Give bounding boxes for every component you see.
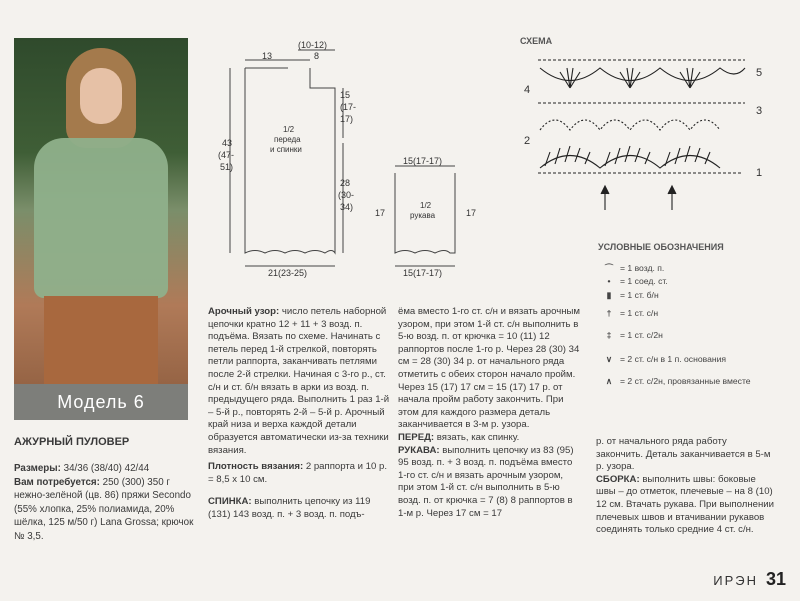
body-right-upper-3: 17) bbox=[340, 114, 354, 124]
legend-text: = 2 ст. с/н в 1 п. основания bbox=[620, 354, 727, 364]
sleeves-text: выполнить цепочку из 83 (95) 95 возд. п. + 3 возд. п. подъёма вместо 1-го ст. с/н и вязать арочным узором, при этом 1-й ст. с/н выполнить в 5-ю возд. п. от крючка = 7 (8) 8 раппортов в 1-м р. Через 17 см = 17 bbox=[398, 444, 574, 519]
text-column-1 bbox=[208, 306, 390, 522]
legend-item bbox=[598, 354, 726, 365]
legend-item bbox=[598, 290, 659, 301]
legend-title: УСЛОВНЫЕ ОБОЗНАЧЕНИЯ bbox=[598, 242, 724, 252]
schema-row-1: 1 bbox=[756, 167, 763, 179]
legend-symbol: ∨ bbox=[605, 354, 613, 364]
legend-item bbox=[598, 262, 664, 274]
sleeves-label: РУКАВА: bbox=[398, 444, 440, 456]
crochet-schema bbox=[520, 48, 770, 218]
body-label-2: переда bbox=[274, 135, 301, 144]
body-top-total: (10-12) bbox=[298, 40, 328, 50]
legend-item bbox=[598, 276, 668, 286]
back-paragraph bbox=[208, 496, 390, 521]
text-column-2 bbox=[398, 306, 580, 520]
body-right-b: (30- bbox=[338, 190, 355, 200]
legend-item bbox=[598, 308, 658, 318]
model-label: Модель 6 bbox=[57, 392, 145, 412]
body-label-3: и спинки bbox=[270, 145, 302, 154]
pattern-specs bbox=[14, 462, 204, 543]
arch-pattern-text: число петель наборной цепочки кратно 12 + 11 + 3 возд. п. подъёма. Вязать по схеме. Начинать с петель перед 1-й стрелкой, повторять петли раппорта, заканчивать петлями после 2-й стрелки. Начиная с 3-го р., ст. с/н и ст. б/н вязать в арки из возд. п. предыдущего ряда. Выполнить 1 раз 1-й – 5-й р., повторять 2-й – 5-й р. Арочный край низа и верха каждой детали образуется автоматически из-за техники вязания. bbox=[208, 306, 390, 456]
back-text: выполнить цепочку из 119 (131) 143 возд. п. + 3 возд. п. подъ- bbox=[208, 496, 371, 520]
legend-text: = 1 ст. с/н bbox=[620, 308, 659, 318]
model-pullover bbox=[34, 138, 168, 298]
garment-diagram bbox=[210, 38, 510, 278]
sleeves-paragraph bbox=[398, 445, 580, 521]
magazine-brand: ИРЭН bbox=[713, 573, 758, 588]
gauge-text: 2 раппорта и 10 р. = 8,5 х 10 см. bbox=[208, 461, 387, 485]
sleeve-label-2: рукава bbox=[410, 211, 436, 220]
body-top-left: 13 bbox=[262, 51, 273, 61]
legend-symbol: ▮ bbox=[606, 290, 612, 300]
assembly-label: СБОРКА: bbox=[596, 473, 640, 485]
legend-item bbox=[598, 330, 663, 340]
back-label: СПИНКА: bbox=[208, 496, 252, 508]
needs-value: 250 (300) 350 г нежно-зелёной (цв. 86) пряжи Secondo (55% хлопка, 25% полиамида, 20% шёлка, 125 м/50 г) Lana Grossa; крючок № 3,5. bbox=[14, 476, 194, 542]
needs-label: Вам потребуется: bbox=[14, 476, 100, 488]
sizes-value: 34/36 (38/40) 42/44 bbox=[60, 463, 150, 474]
sleeve-bottom: 15(17-17) bbox=[403, 268, 443, 278]
sleeve-label-1: 1/2 bbox=[420, 201, 432, 210]
body-right-upper: 15 bbox=[340, 90, 351, 100]
legend-text: = 1 ст. с/2н bbox=[620, 330, 663, 340]
sizes-label: Размеры: bbox=[14, 463, 61, 474]
gauge-label: Плотность вязания: bbox=[208, 461, 304, 473]
body-left-b: (47- bbox=[218, 150, 235, 160]
front-label: ПЕРЕД: bbox=[398, 431, 435, 443]
legend-text: = 1 возд. п. bbox=[620, 263, 665, 273]
schema-title: СХЕМА bbox=[520, 36, 553, 46]
sleeve-right: 17 bbox=[466, 208, 477, 218]
front-paragraph bbox=[398, 432, 580, 445]
sleeve-left: 17 bbox=[375, 208, 386, 218]
legend-symbol: ‡ bbox=[606, 330, 612, 340]
schema-row-3: 3 bbox=[756, 105, 763, 117]
sleeve-top: 15(17-17) bbox=[403, 156, 443, 166]
legend-symbol: • bbox=[607, 276, 611, 286]
body-right-a: 28 bbox=[340, 178, 351, 188]
front-text: вязать, как спинку. bbox=[434, 431, 520, 443]
pattern-title: АЖУРНЫЙ ПУЛОВЕР bbox=[14, 436, 130, 448]
body-right-upper-2: (17- bbox=[340, 102, 357, 112]
assembly-paragraph bbox=[596, 474, 776, 537]
body-bottom: 21(23-25) bbox=[268, 268, 308, 278]
body-label-1: 1/2 bbox=[283, 125, 295, 134]
legend-symbol: ⌒ bbox=[604, 263, 614, 273]
sleeves-continued-paragraph: р. от начального ряда работу закончить. Деталь заканчивается в 5-м р. узора. bbox=[596, 436, 771, 473]
legend-text: = 1 соед. ст. bbox=[620, 276, 668, 286]
legend-item bbox=[598, 376, 751, 387]
body-left-a: 43 bbox=[222, 138, 233, 148]
legend-symbol: † bbox=[606, 308, 612, 318]
sizes-line bbox=[14, 462, 204, 476]
body-right-c: 34) bbox=[340, 202, 354, 212]
body-top-right: 8 bbox=[314, 51, 320, 61]
legend-text: = 1 ст. б/н bbox=[620, 290, 659, 300]
assembly-text: выполнить швы: боковые швы – до отметок, плечевые – на 8 (10) 12 см. Втачать рукава. При выполнении плечевых швов и втачивании рукавов соединять только средние 4 ст. с/н. bbox=[596, 473, 774, 536]
arch-pattern-paragraph bbox=[208, 306, 390, 457]
needs-line bbox=[14, 476, 204, 544]
legend-symbol: ∧ bbox=[605, 376, 613, 386]
page-number: 31 bbox=[765, 569, 786, 589]
schema-row-5: 5 bbox=[756, 67, 763, 79]
gauge-paragraph bbox=[208, 461, 390, 486]
legend-text: = 2 ст. с/2н, провязанные вместе bbox=[620, 376, 751, 386]
arch-pattern-label: Арочный узор: bbox=[208, 306, 280, 317]
model-photo bbox=[14, 38, 188, 420]
back-continued-paragraph: ёма вместо 1-го ст. с/н и вязать арочным узором, при этом 1-й ст. с/н выполнить в 5-ю возд. п. от крючка = 10 (11) 12 раппортов после 1-го р. Через 28 (30) 34 см = 28 (30) 34 р. от начального ряда отметить с обеих сторон начало пройм. Через 15 (17) 17 см = 15 (17) 17 р. от начала пройм работу закончить. При этом для каждого размера деталь заканчивается в 3-м р. узора. bbox=[398, 306, 581, 431]
text-column-3 bbox=[596, 436, 776, 537]
schema-row-4: 4 bbox=[524, 84, 531, 96]
body-left-c: 51) bbox=[220, 162, 234, 172]
model-face bbox=[80, 68, 122, 124]
schema-row-2: 2 bbox=[524, 135, 531, 147]
